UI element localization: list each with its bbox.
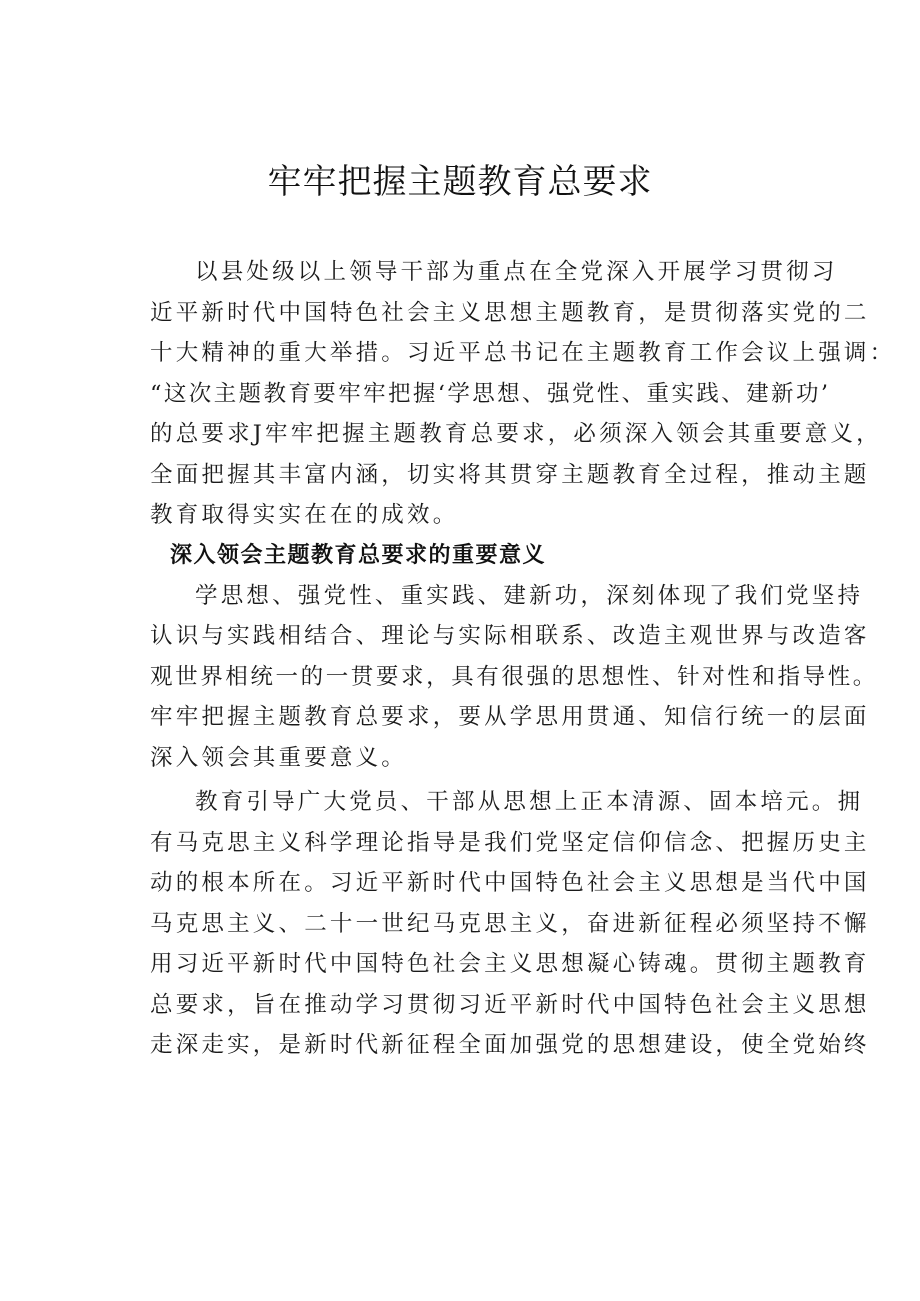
paragraph-line: 走深走实，是新时代新征程全面加强党的思想建设，使全党始终 bbox=[150, 1032, 870, 1058]
section-heading: 深入领会主题教育总要求的重要意义 bbox=[170, 542, 547, 568]
paragraph-line: 观世界相统一的一贯要求，具有很强的思想性、针对性和指导性。 bbox=[150, 663, 878, 690]
paragraph-line: 认识与实践相结合、理论与实际相联系、改造主观世界与改造客 bbox=[150, 623, 870, 649]
paragraph-line: 全面把握其丰富内涵，切实将其贯穿主题教育全过程，推动主题 bbox=[150, 461, 870, 488]
paragraph-line: 十大精神的重大举措。习近平总书记在主题教育工作会议上强调： bbox=[150, 340, 896, 366]
page-title: 牢牢把握主题教育总要求 bbox=[267, 162, 653, 202]
paragraph-line: 教育取得实实在在的成效。 bbox=[150, 502, 459, 528]
paragraph-line: 马克思主义、二十一世纪马克思主义，奋进新征程必须坚持不懈 bbox=[150, 910, 870, 937]
paragraph-line: “这次主题教育要牢牢把握‘学思想、强党性、重实践、建新功’ bbox=[150, 380, 831, 407]
intro-paragraph bbox=[150, 252, 896, 536]
paragraph-line: 深入领会其重要意义。 bbox=[150, 744, 408, 771]
paragraph-line: 牢牢把握主题教育总要求，要从学思用贯通、知信行统一的层面 bbox=[150, 704, 870, 730]
paragraph-line: 总要求，旨在推动学习贯彻习近平新时代中国特色社会主义思想 bbox=[150, 991, 870, 1018]
paragraph-line: 动的根本所在。习近平新时代中国特色社会主义思想是当代中国 bbox=[150, 870, 870, 896]
paragraph-line: 的总要求J牢牢把握主题教育总要求，必须深入领会其重要意义， bbox=[150, 421, 882, 447]
section-paragraph-2 bbox=[150, 782, 870, 1066]
paragraph-line: 近平新时代中国特色社会主义思想主题教育，是贯彻落实党的二 bbox=[150, 299, 870, 326]
section-paragraph-1 bbox=[150, 576, 878, 779]
paragraph-line: 用习近平新时代中国特色社会主义思想凝心铸魂。贯彻主题教育 bbox=[150, 951, 870, 977]
document-body bbox=[150, 252, 896, 1066]
paragraph-line: 学思想、强党性、重实践、建新功，深刻体现了我们党坚持 bbox=[195, 582, 864, 609]
paragraph-line: 教育引导广大党员、干部从思想上正本清源、固本培元。拥 bbox=[195, 789, 864, 815]
paragraph-line: 以县处级以上领导干部为重点在全党深入开展学习贯彻习 bbox=[195, 259, 838, 285]
paragraph-line: 有马克思主义科学理论指导是我们党坚定信仰信念、把握历史主 bbox=[150, 829, 870, 856]
